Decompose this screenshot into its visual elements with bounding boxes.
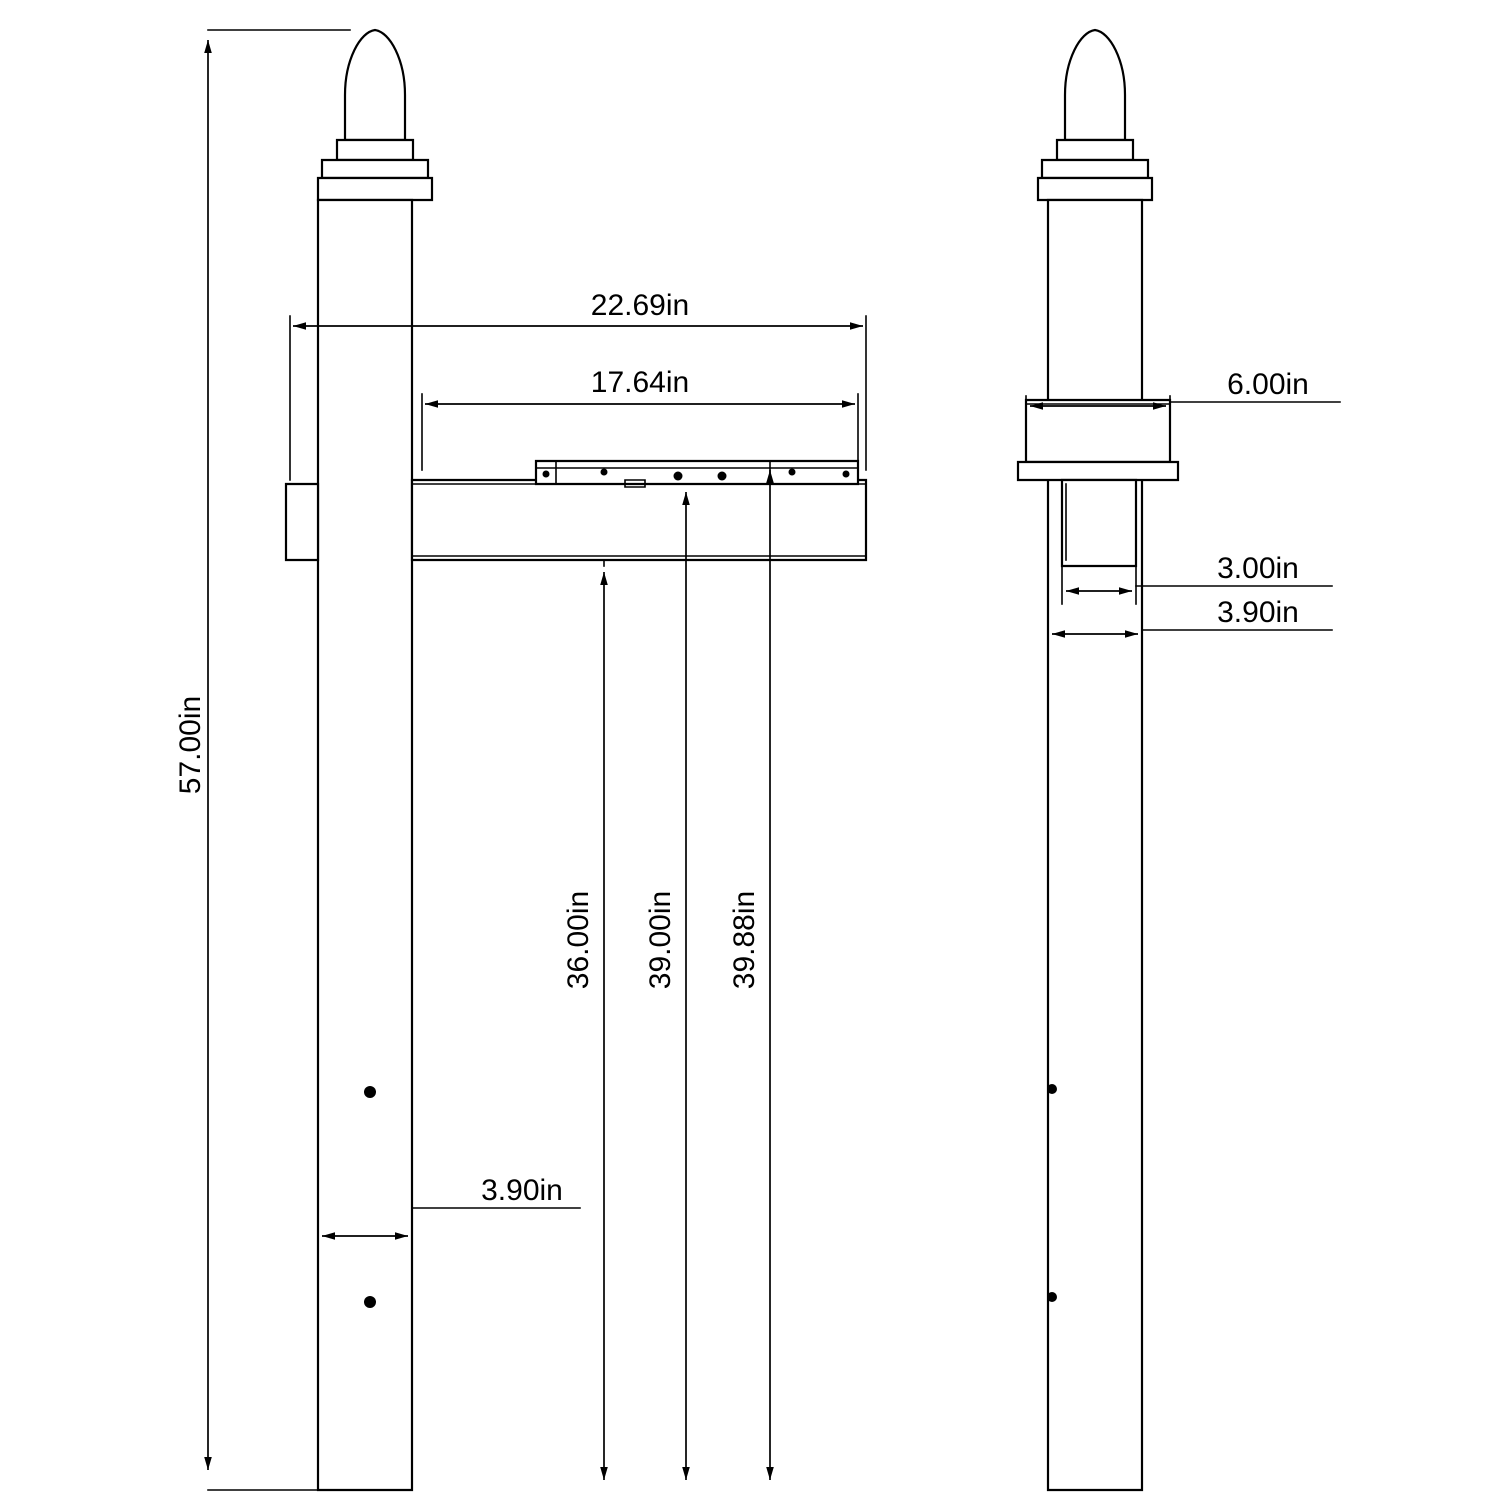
front-mount-board (412, 480, 866, 560)
dim-label-board-overall: 22.69in (590, 289, 690, 322)
dim-height-board-mid (644, 492, 686, 1480)
dim-height-board-bottom (562, 560, 604, 1480)
front-post (318, 200, 412, 1490)
side-post (1047, 200, 1142, 1490)
side-sleeve (1062, 480, 1136, 566)
dim-label-36: 36.00in (562, 890, 595, 990)
side-collar (1018, 400, 1178, 480)
dim-label-board-inner: 17.64in (590, 366, 690, 399)
front-bracket-strip (536, 461, 858, 487)
front-post-hole-upper (364, 1086, 376, 1098)
front-side-bracket (286, 484, 318, 560)
side-post-hole-lower (1047, 1292, 1057, 1302)
dim-board-inner (422, 366, 858, 470)
dim-label-post-width-front: 3.90in (481, 1174, 563, 1207)
dim-label-39: 39.00in (644, 890, 677, 990)
dim-label-post-width-side: 3.90in (1217, 596, 1299, 629)
side-post-hole-upper (1047, 1084, 1057, 1094)
dim-label-3988: 39.88in (728, 890, 761, 990)
front-post-hole-lower (364, 1296, 376, 1308)
dim-height-board-top (728, 470, 770, 1480)
dim-label-collar-width: 6.00in (1227, 368, 1309, 401)
dim-label-sleeve-width: 3.00in (1217, 552, 1299, 585)
front-view (174, 30, 866, 1490)
front-finial (318, 30, 432, 200)
dim-label-overall-height: 57.00in (174, 695, 207, 795)
side-view (1018, 30, 1340, 1490)
side-finial (1038, 30, 1152, 200)
